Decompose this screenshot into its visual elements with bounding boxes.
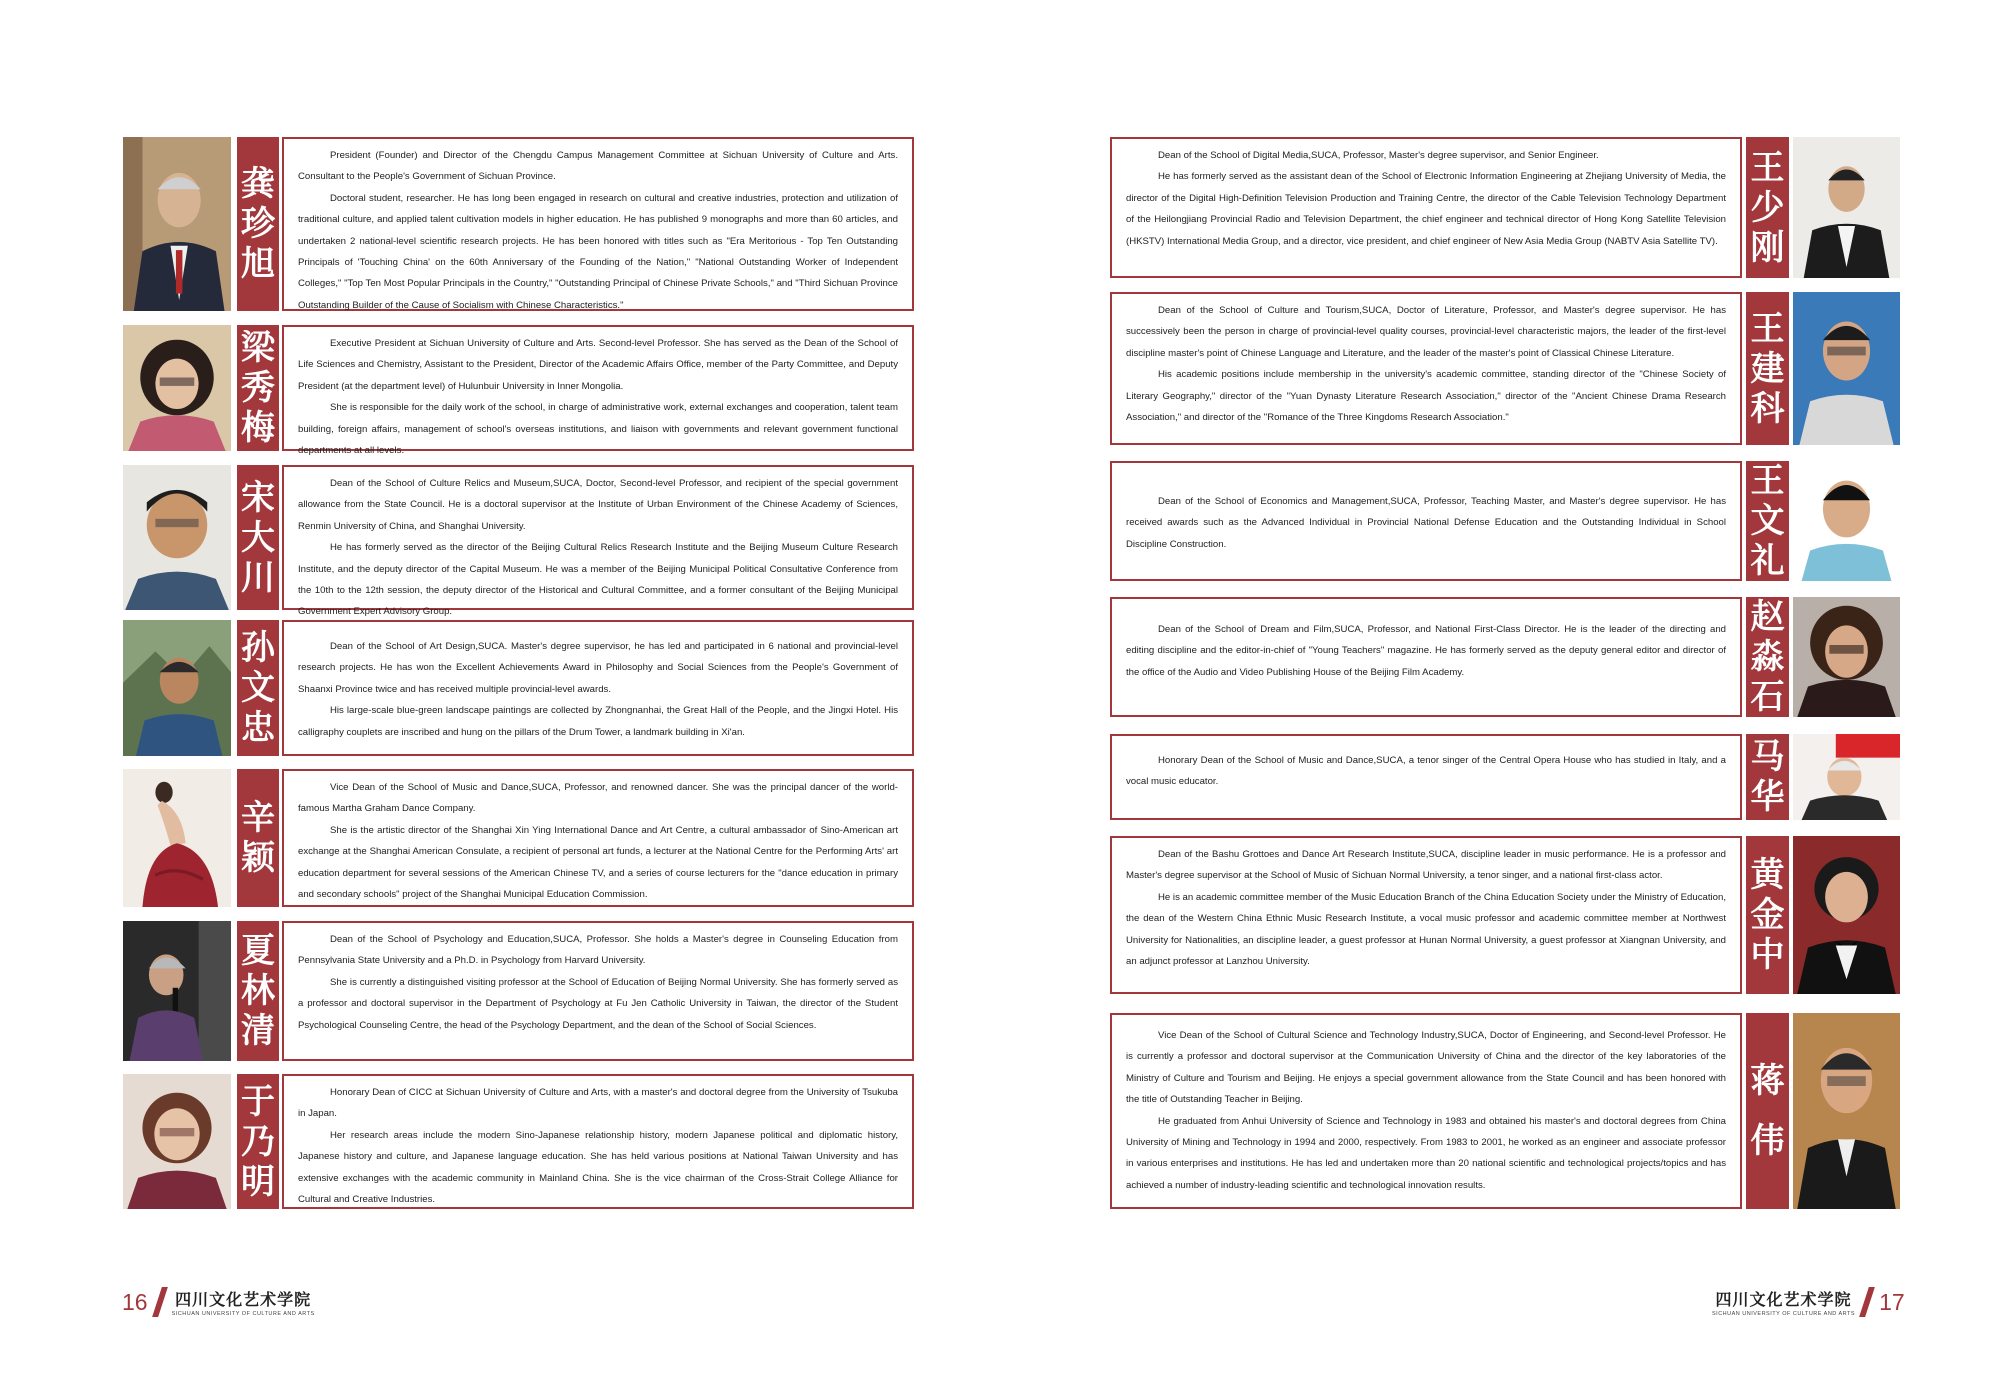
name-character: 建 [1750,348,1785,389]
bio-text-box [282,1074,914,1209]
name-character: 伟 [1750,1121,1785,1161]
name-character: 宋 [241,477,275,518]
name-character: 王 [1750,461,1785,501]
name-character: 王 [1750,147,1785,188]
portrait-photo [1793,292,1900,445]
university-logo [172,1287,315,1317]
name-character: 文 [1750,501,1785,541]
bio-paragraph: Doctoral student, researcher. He has long been engaged in research on cultural and creative industries, protection and utilization of traditional culture, and applied talent cultivation models in higher education. He has published 9 monographs and more than 60 articles, and undertaken 2 national-level scientific research projects. He has been honored with titles such as "Era Meritorious - Top Ten Outstanding Principals of 'Touching China' on the 60th Anniversary of the Founding of the Nation," "National Outstanding Worker of Independent Colleges," "Top Ten Most Popular Principals in the Country," "Outstanding Principal of Chinese Private Schools," and "Third Sichuan Province Outstanding Builder of the Cause of Socialism with Chinese Characteristics." [298,192,898,311]
name-character: 石 [1750,677,1785,717]
logo-english-text: SICHUAN UNIVERSITY OF CULTURE AND ARTS [1712,1311,1856,1317]
bio-text-box [1110,137,1742,278]
bio-paragraph: She is currently a distinguished visiting professor at the School of Education of Beijing Normal University. She has formerly served as a professor and doctoral supervisor in the Department of Psychology at Fu Jen Catholic University in Taiwan, the director of the Student Psychological Counseling Centre, the head of the Psychology Department, and the dean of the School of Social Sciences. [298,976,898,1031]
name-character: 颖 [241,838,275,878]
name-character: 刚 [1750,227,1785,268]
portrait-photo [123,769,231,907]
name-tab [237,921,279,1061]
name-tab [1746,836,1789,994]
bio-text-box [1110,597,1742,717]
logo-english-text: SICHUAN UNIVERSITY OF CULTURE AND ARTS [171,1311,315,1317]
name-character: 夏 [241,931,275,971]
name-character: 川 [241,557,275,598]
bio-text-box [282,620,914,756]
bio-paragraph: Dean of the School of Psychology and Education,SUCA, Professor. She holds a Master's degree in Counseling Education from Pennsylvania State University and a Ph.D. in Psychology from Harvard University. [298,934,898,967]
logo-chinese-text: 四川文化艺术学院 [1715,1290,1852,1309]
name-character: 乃 [241,1121,275,1162]
name-tab [1746,1013,1789,1209]
name-character: 林 [241,971,275,1011]
bio-paragraph: His academic positions include membership in the university's academic committee, standing director of the "Chinese Society of Literary Geography," director of the "Yuan Dynasty Literature Research Association," director of the "Ancient Chinese Drama Research Association," and director of the "Romance of the Three Kingdoms Research Association." [1126,369,1726,424]
bio-paragraph: He has formerly served as the director of the Beijing Cultural Relics Research Institute and the Beijing Museum Culture Research Institute, and the deputy director of the Capital Museum. He was a member of the Beijing Municipal Political Consultative Conference from the 10th to the 12th session, the deputy director of the Historical and Cultural Committee, and a former consultant of the Beijing Municipal Government Expert Advisory Group. [298,542,898,618]
name-character: 于 [241,1081,275,1122]
bio-text-box [282,325,914,457]
portrait-photo [123,325,231,451]
portrait-photo [1793,461,1900,581]
name-tab [1746,597,1789,717]
bio-paragraph: Vice Dean of the School of Cultural Science and Technology Industry,SUCA, Doctor of Engineering, and Second-level Professor. He is currently a professor and doctoral supervisor at the Communication University of China and the director of the key laboratories of the Ministry of Culture and Tourism and Beijing. He enjoys a special government allowance from the State Council and has been honored with the title of Outstanding Teacher in Beijing. [1126,1030,1726,1106]
right-page-footer [1712,1282,1905,1322]
bio-text-box [282,921,914,1061]
bio-paragraph: She is responsible for the daily work of the school, in charge of administrative work, external exchanges and cooperation, talent team building, foreign affairs, management of school's overseas institutions, and liaison with governments and relevant government functional departments at all levels. [298,402,898,457]
name-character: 王 [1750,308,1785,349]
name-character: 金 [1750,895,1785,935]
name-character: 中 [1750,935,1785,975]
name-character: 黄 [1750,855,1785,895]
bio-paragraph: Vice Dean of the School of Music and Dance,SUCA, Professor, and renowned dancer. She was the principal dancer of the world-famous Martha Graham Dance Company. [298,782,898,815]
bio-text-box [1110,461,1742,581]
portrait-photo [123,921,231,1061]
bio-text-box [282,769,914,907]
name-character: 赵 [1750,597,1785,637]
bio-paragraph: Dean of the School of Art Design,SUCA. Master's degree supervisor, he has led and participated in 6 national and provincial-level research projects. He has won the Excellent Achievements Award in Philosophy and Social Sciences from the People's Government of Shaanxi Province twice and has received multiple provincial-level awards. [298,641,898,695]
name-character: 孙 [241,628,275,668]
bio-paragraph: Dean of the Bashu Grottoes and Dance Art Research Institute,SUCA, discipline leader in music performance. He is a professor and Master's degree supervisor at the School of Music of Sichuan Normal University, a tenor singer, and a national first-class actor. [1126,849,1726,882]
name-character: 蒋 [1750,1061,1785,1101]
name-tab [237,620,279,756]
bio-paragraph: He is an academic committee member of the Music Education Branch of the China Education Society under the Ministry of Education, the dean of the Western China Ethnic Music Research Institute, a vocal music professor and academic committee member at Northwest University for Nationalities, an discipline leader, a guest professor at Hunan Normal University, a guest professor at Xiangnan University, and an adjunct professor at Lanzhou University. [1126,891,1726,968]
bio-paragraph: Executive President at Sichuan University of Culture and Arts. Second-level Professor. She has served as the Dean of the School of Life Sciences and Chemistry, Assistant to the President, Director of the Academic Affairs Office, member of the Party Committee, and Deputy President (at the department level) of Hulunbuir University in Inner Mongolia. [298,338,898,392]
name-character: 梁 [241,328,275,368]
name-character: 大 [241,517,275,558]
portrait-photo [1793,734,1900,820]
name-character: 华 [1750,777,1785,817]
page-number: 17 [1879,1288,1905,1315]
bio-text-box [1110,734,1742,820]
name-tab [1746,734,1789,820]
bio-paragraph: His large-scale blue-green landscape paintings are collected by Zhongnanhai, the Great Hall of the People, and the Jingxi Hotel. His calligraphy couplets are inscribed and hung on the pillars of the Drum Tower, a landmark building in Xi'an. [298,705,898,738]
slash-divider [1859,1287,1875,1317]
bio-paragraph: Her research areas include the modern Sino-Japanese relationship history, modern Japanese political and diplomatic history, Japanese history and culture, and Japanese language education. She has held various positions at National Taiwan University and has extensive exchanges with the academic community in Mainland China. She is the vice chairman of the Cross-Strait College Alliance for Cultural and Creative Industries. [298,1129,898,1206]
bio-text-box [1110,836,1742,994]
name-tab [237,1074,279,1209]
name-character: 梅 [241,408,275,448]
name-tab [1746,137,1789,278]
portrait-photo [123,620,231,756]
bio-paragraph: She is the artistic director of the Shanghai Xin Ying International Dance and Art Centre, a cultural ambassador of Sino-American art exchange at the Shanghai American Consulate, a recipient of personal art funds, a lecturer at the National Centre for the Performing Arts' art education department for several sessions of the American Chinese TV, and a series of course lecturers for the "dance education in primary and secondary schools" project of the Shanghai Municipal Education Commission. [298,824,898,901]
portrait-photo [1793,836,1900,994]
page-number: 16 [122,1288,148,1315]
name-character: 旭 [241,244,275,284]
portrait-photo [123,137,231,311]
name-character: 文 [241,668,275,708]
name-tab [237,465,279,610]
bio-paragraph: He has formerly served as the assistant dean of the School of Electronic Information Engineering at Zhejiang University of Media, the director of the Digital High-Definition Television Production and Training Centre, the director of the Cable Television Technology Department of the Heilongjiang Provincial Radio and Television Department, the chief engineer and technical director of Hong Kong Satellite Television (HKSTV) International Media Group, and a director, vice president, and chief engineer of New Asia Media Group (NABTV Asia Satellite TV). [1126,171,1726,247]
logo-chinese-text: 四川文化艺术学院 [175,1290,312,1309]
left-page-footer [122,1282,315,1322]
bio-text-box [1110,292,1742,445]
bio-text-box [1110,1013,1742,1209]
name-tab [237,137,279,311]
name-character: 忠 [241,708,275,748]
bio-paragraph: Dean of the School of Culture Relics and Museum,SUCA, Doctor, Second-level Professor, and recipient of the special government allowance from the State Council. He is a doctoral supervisor at the Institute of Urban Environment of the Chinese Academy of Sciences, Renmin University of China, and Shanghai University. [298,478,898,532]
bio-text-box [282,465,914,618]
portrait-photo [123,465,231,610]
name-character: 明 [241,1161,275,1202]
name-character: 科 [1750,388,1785,429]
bio-paragraph: He graduated from Anhui University of Science and Technology in 1983 and obtained his master's and doctoral degrees from China University of Mining and Technology in 1994 and 2000, respectively. From 1983 to 2001, he worked as an engineer and associate professor in various enterprises and institutions. He has led and undertaken more than 20 national scientific and technological projects/topics and has achieved a number of industry-leading scientific and technological innovation results. [1126,1115,1726,1191]
name-character: 秀 [241,368,275,408]
name-character: 少 [1750,187,1785,228]
portrait-photo [1793,137,1900,278]
name-character: 马 [1750,737,1785,777]
name-tab [1746,292,1789,445]
bio-paragraph: Dean of the School of Dream and Film,SUCA, Professor, and National First-Class Director. He is the leader of the directing and editing discipline and the editor-in-chief of "Young Teachers" magazine. He has formerly served as the deputy general editor and director of the office of the Audio and Video Publishing House of the Beijing Film Academy. [1126,624,1726,678]
portrait-photo [1793,1013,1900,1209]
university-logo [1712,1287,1855,1317]
bio-paragraph: Honorary Dean of the School of Music and Dance,SUCA, a tenor singer of the Central Opera House who has studied in Italy, and a vocal music educator. [1126,755,1726,788]
portrait-photo [1793,597,1900,717]
name-character: 辛 [241,798,275,838]
bio-paragraph: President (Founder) and Director of the Chengdu Campus Management Committee at Sichuan University of Culture and Arts. Consultant to the People's Government of Sichuan Province. [298,150,898,183]
name-tab [1746,461,1789,581]
bio-paragraph: Dean of the School of Economics and Management,SUCA, Professor, Teaching Master, and Master's degree supervisor. He has received awards such as the Advanced Individual in Provincial National Defense Education and the Outstanding Individual in School Discipline Construction. [1126,496,1726,550]
name-character: 清 [241,1011,275,1051]
name-character: 淼 [1750,637,1785,677]
bio-paragraph: Dean of the School of Digital Media,SUCA, Professor, Master's degree supervisor, and Senior Engineer. [1158,150,1599,161]
bio-text-box [282,137,914,311]
name-tab [237,325,279,451]
bio-paragraph: Honorary Dean of CICC at Sichuan University of Culture and Arts, with a master's and doctoral degree from the University of Tsukuba in Japan. [298,1087,898,1120]
slash-divider [152,1287,168,1317]
portrait-photo [123,1074,231,1209]
name-character: 珍 [241,204,275,244]
bio-paragraph: Dean of the School of Culture and Tourism,SUCA, Doctor of Literature, Professor, and Master's degree supervisor. He has successively been the person in charge of provincial-level quality courses, provincial-level characteristic majors, the leader of the first-level discipline master's point of Chinese Language and Literature, and the leader of the master's point of Classical Chinese Literature. [1126,305,1726,359]
name-character: 龚 [241,164,275,204]
name-character: 礼 [1750,541,1785,581]
name-tab [237,769,279,907]
